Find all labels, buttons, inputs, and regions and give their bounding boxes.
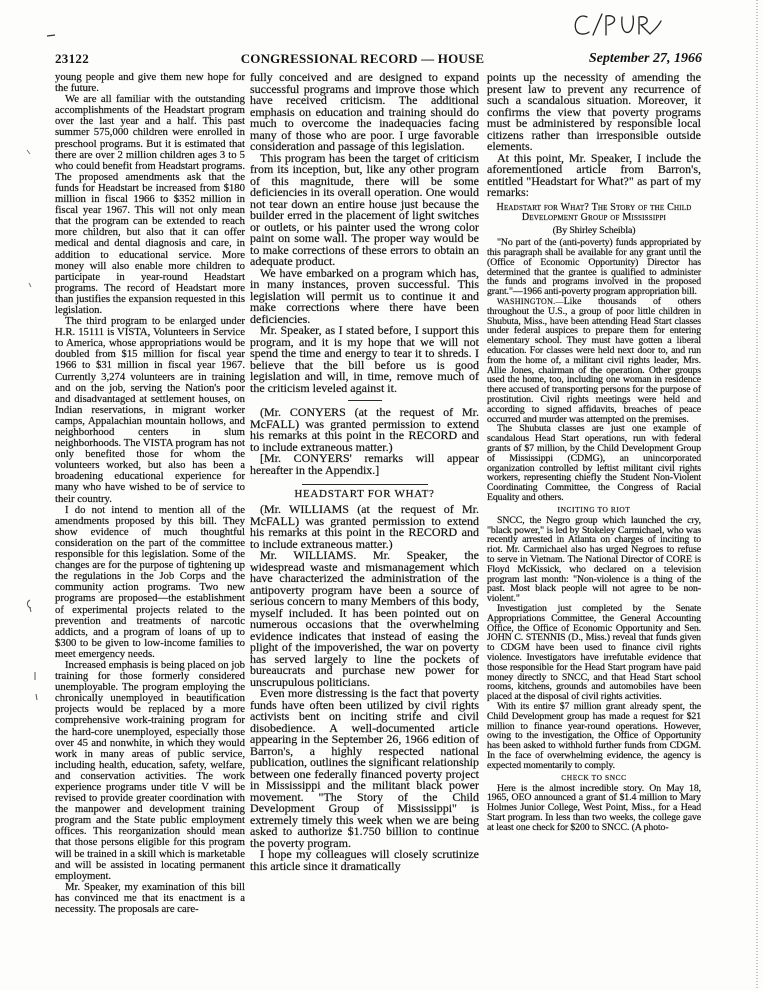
column-2 bbox=[250, 72, 479, 872]
paragraph: fully conceived and are designed to expand successful programs and improve those which have received criticism. The additional emphasis on education and training should do much to overcome the inadequacies facing many of those who are poor. I urge favorable consideration and passage of this legislation. bbox=[250, 70, 479, 153]
article-paragraph: SNCC, the Negro group which launched the cry, "black power," is led by Stokeley Carmichael, who was recently arrested in Atlanta on charges of inciting to riot. Mr. Carmichael also has urged Negroes to refuse to serve in Vietnam. The National Director of CORE is Floyd McKissick, who declared on a television program last month: "Non-violence is a thing of the past. Most black people will not agree to be non-violent." bbox=[487, 514, 701, 605]
article-lead bbox=[487, 297, 701, 424]
heading-rule bbox=[302, 484, 428, 485]
section-heading: HEADSTART FOR WHAT? bbox=[294, 488, 435, 500]
page-number: 23122 bbox=[55, 51, 89, 66]
paragraph: At this point, Mr. Speaker, I include the aforementioned article from Barron's, entitled "Headstart for What?" as part of my remarks: bbox=[487, 150, 701, 199]
williams-notice: (Mr. WILLIAMS (at the request of Mr. McFALL) was granted permission to extend his remarks at this point in the RECORD and to include extraneous matter.) bbox=[250, 502, 479, 551]
inserted-article bbox=[487, 203, 701, 833]
section-divider bbox=[348, 400, 382, 401]
article-lead-text: Like thousands of others throughout the U.S., a group of poor little children in Shubuta, Miss., have been attending Head Start classes under federal auspices to prepare them for entering elementary school. They must have gotten a liberal education. For classes were held next door to, and run from the home of, a militant civil rights leader, Mrs. Allie Jones, chairman of the operation. Other groups used the home, too, including one woman in residence there accused of transporting persons for the purpose of prostitution. Civil rights meetings were held and according to signed affidavits, breaches of peace occurred and murder was attempted on the premises. bbox=[487, 296, 701, 425]
column-1 bbox=[55, 72, 245, 915]
paragraph-vista: The third program to be enlarged under H.R. 15111 is VISTA, Volunteers in Service to America, whose appropriations would be doubled from $15 million for fiscal year 1966 to $31 million in fiscal year 1967. Currently 3,274 volunteers are in training and on the job, serving the Nation's poor and disadvantaged at settlement houses, on Indian reservations, in migrant worker camps, Appalachian mountain hollows, and neighborhood centers in slum neighborhoods. The VISTA program has not only benefited those for whom the volunteers worked, but also has been a broadening educational experience for many who have wished to be of service to their country. bbox=[55, 315, 245, 505]
paragraph: I hope my colleagues will closely scrutinize this article since it dramatically bbox=[250, 847, 479, 873]
paragraph: This program has been the target of criticism from its inception, but, like any other program of this magnitude, there will be some deficiencies in its overall operation. One would not tear down an entire house just because the builder erred in the placement of light switches or outlets, or his painter used the wrong color paint on some wall. The proper way would be to make corrections of these errors to obtain an adequate product. bbox=[250, 150, 479, 268]
article-dateline: WASHINGTON.— bbox=[497, 297, 564, 307]
handwritten-annotation bbox=[565, 8, 675, 42]
article-paragraph: Here is the almost incredible story. On May 18, 1965, OEO announced a grant of $1.4 million to Mary Holmes Junior College, West Point, Miss., for a Head Start program. In less than two weeks, the college gave at least one check for $200 to SNCC. (A photo- bbox=[487, 782, 701, 833]
paragraph: young people and give them new hope for the future. bbox=[55, 71, 245, 95]
paragraph: points up the necessity of amending the present law to prevent any recurrence of such a scandalous situation. Moreover, it confirms the view that poverty programs must be administered by responsible local citizens rather than irresponsible outside elements. bbox=[487, 70, 701, 153]
paragraph: Even more distressing is the fact that poverty funds have often been utilized by civil rights activists bent on inciting strife and civil disobedience. A well-documented article appearing in the September 26, 1966 edition of Barron's, a highly respected national publication, outlines the significant relationship between one federally financed poverty project in Mississippi and the militant black power movement. "The Story of the Child Development Group of Mississippi" is extremely timely this week when we are being asked to authorize $1.750 billion to continue the poverty program. bbox=[250, 686, 479, 850]
article-epigraph: "No part of the (anti-poverty) funds appropriated by this paragraph shall be available for any grant until the (Office of Economic Opportunity) Director has determined that the grantee is qualified to administer the funds and programs involved in the proposed grant."—1966 anti-poverty program appropriation bill. bbox=[487, 237, 701, 298]
article-byline: (By Shirley Scheibla) bbox=[552, 224, 636, 236]
paragraph-headstart: We are all familiar with the outstanding accomplishments of the Headstart program over the last year and a half. This past summer 575,000 children were enrolled in preschool programs. But it is estimated that there are over 2 million children ages 3 to 5 who could benefit from Headstart programs. The proposed amendments ask that the funds for Headstart be increased from $180 million in fiscal 1966 to $352 million in fiscal year 1967. This will not only mean that the program can be extended to reach more children, but also that it can offer medical and dental diagnosis and care, in addition to educational service. More money will also enable more children to participate in year-round Headstart programs. The record of Headstart more than justifies the expansion requested in this legislation. bbox=[55, 93, 245, 316]
column-3 bbox=[487, 72, 701, 833]
paragraph: Mr. WILLIAMS. Mr. Speaker, the widespread waste and mismanagement which have characterized the administration of the antipoverty program have been a source of serious concern to many Members of this body, myself included. It has been pointed out on numerous occasions that the overwhelming evidence indicates that instead of easing the plight of the impoverished, the war on poverty has served largely to line the pockets of bureaucrats and purchase new power for unscrupulous politicians. bbox=[250, 548, 479, 689]
article-subhead: INCITING TO RIOT bbox=[557, 504, 631, 514]
issue-date: September 27, 1966 bbox=[588, 51, 702, 66]
article-paragraph: The Shubuta classes are just one example of scandalous Head Start operations, run with federal grants of $7 million, by the Child Development Group of Mississippi (CDMG), an unincorporated organization controlled by leftist militant civil rights workers, representing chiefly the Student Non-Violent Coordinating Committee, the Congress of Racial Equality and others. bbox=[487, 423, 701, 504]
paragraph: We have embarked on a program which has, in many instances, proven successful. This legislation will permit us to continue it and make corrections where there have been deficiencies. bbox=[250, 265, 479, 326]
conyers-notice: (Mr. CONYERS (at the request of Mr. McFALL) was granted permission to extend his remarks at this point in the RECORD and to include extraneous matter.) bbox=[250, 405, 479, 454]
paragraph-job-training: Increased emphasis is being placed on job training for those formerly considered unemployable. The program employing the chronically unemployed in beautification projects would be replaced by a more comprehensive work-training program for the hard-core unemployed, especially those over 45 and nonwhite, in which they would work in many areas of public service, including health, education, safety, welfare, and conservation activities. The work experience programs under title V will be revised to provide greater coordination with the manpower and development training program and the State public employment offices. This reorganization should mean that those persons eligible for this program will be trained in a skill which is marketable and will be assisted in locating permanent employment. bbox=[55, 658, 245, 882]
article-title: Headstart for What? The Story of the Child Development Group of Mississippi bbox=[496, 201, 692, 223]
publication-title: CONGRESSIONAL RECORD — HOUSE bbox=[240, 51, 485, 66]
conyers-appendix-note: [Mr. CONYERS' remarks will appear hereafter in the Appendix.] bbox=[250, 451, 479, 477]
paragraph-conclusion: Mr. Speaker, my examination of this bill has convinced me that its enactment is a necessity. The proposals are care- bbox=[55, 880, 245, 916]
page-header bbox=[55, 51, 702, 69]
paragraph-amendments: I do not intend to mention all of the amendments proposed by this bill. They show evidence of much thoughtful consideration on the part of the committee responsible for this legislation. Some of the changes are for the purpose of tightening up the regulations in the Job Corps and the community action programs. Two new programs are proposed—the establishment of experimental projects related to the prevention and treatments of narcotic addicts, and a program of loans of up to $300 to be given to low-income families to meet emergency needs. bbox=[55, 503, 245, 660]
article-paragraph: With its entire $7 million grant already spent, the Child Development group has made a request for $21 million to finance year-round operations. However, owing to the investigation, the Office of Opportunity has been asked to withhold further funds from CDGM. In the face of overwhelming evidence, the agency is expected momentarily to comply. bbox=[487, 700, 701, 771]
article-subhead: CHECK TO SNCC bbox=[561, 772, 627, 782]
paragraph: Mr. Speaker, as I stated before, I support this program, and it is my hope that we will not spend the time and energy to tear it to shreds. I believe that the bill before us is good legislation and will, in time, remove much of the criticism leveled against it. bbox=[250, 323, 479, 395]
article-paragraph: Investigation just completed by the Senate Appropriations Committee, the General Accounting Office, the Office of Economic Opportunity and Sen. JOHN C. STENNIS (D., Miss.) reveal that funds given to CDGM have been used to finance civil rights violence. Investigators have irrefutable evidence that those responsible for the Head Start program have paid money directly to SNCC, and that Head Start school rooms, kitchens, grounds and automobiles have been placed at the disposal of civil rights activities. bbox=[487, 602, 701, 703]
